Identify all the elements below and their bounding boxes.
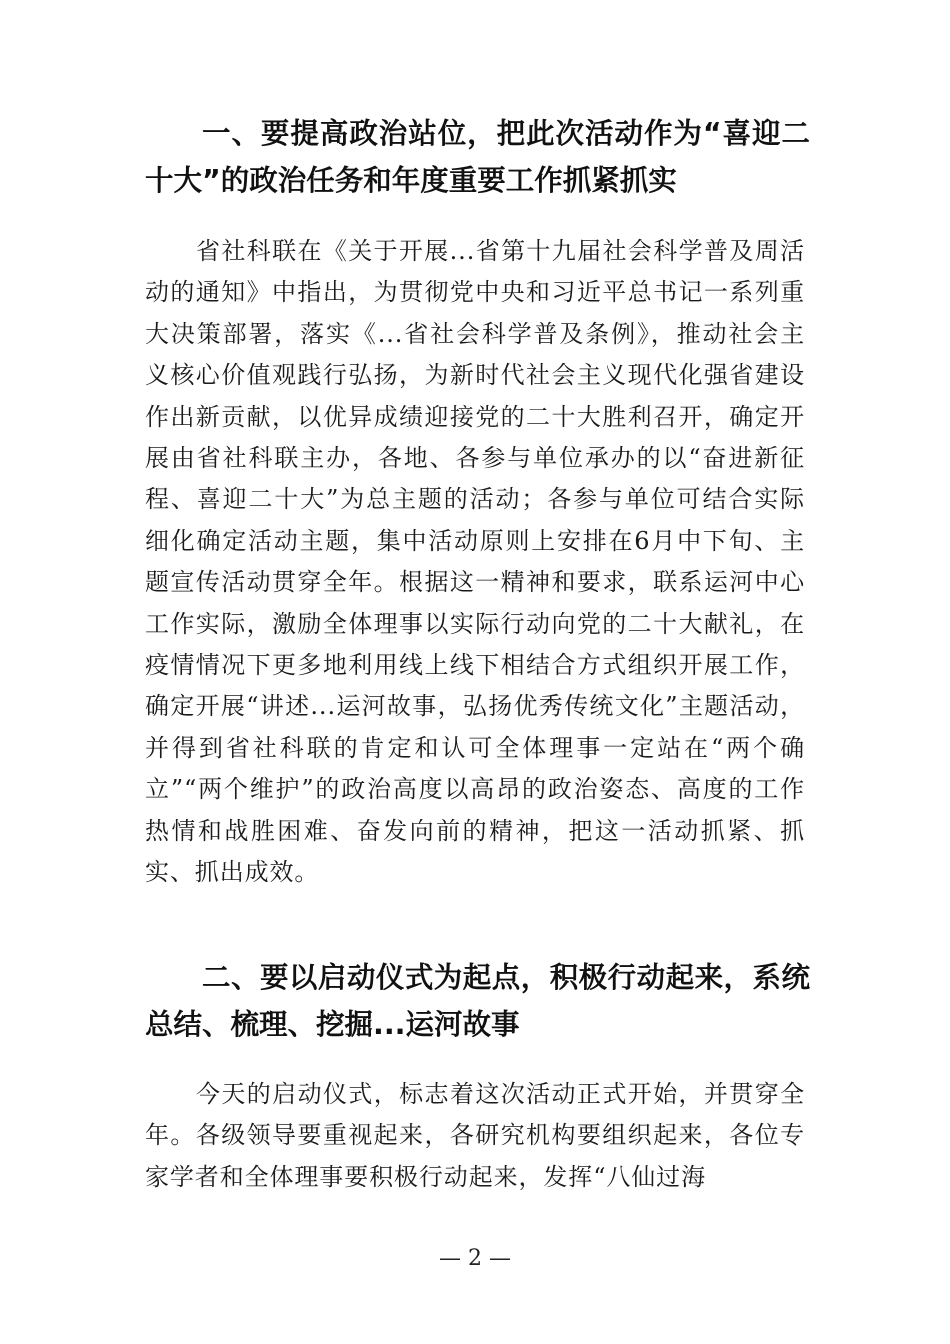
page-number: — 2 — bbox=[439, 1246, 511, 1271]
section-1-paragraph: 省社科联在《关于开展...省第十九届社会科学普及周活动的通知》中指出，为贯彻党中央和习近平总书记一系列重大决策部署，落实《...省社会科学普及条例》，推动社会主义核心价值观践行弘扬，为新时代社会主义现代化强省建设作出新贡献，以优异成绩迎接党的二十大胜利召开，确定开展由省社科联主办，各地、各参与单位承办的以“奋进新征程、喜迎二十大”为总主题的活动；各参与单位可结合实际细化确定活动主题，集中活动原则上安排在6月中下旬、主题宣传活动贯穿全年。根据这一精神和要求，联系运河中心工作实际，激励全体理事以实际行动向党的二十大献礼，在疫情情况下更多地利用线上线下相结合方式组织开展工作，确定开展“讲述...运河故事，弘扬优秀传统文化”主题活动，并得到省社科联的肯定和认可全体理事一定站在“两个确立”“两个维护”的政治高度以高昂的政治姿态、高度的工作热情和战胜困难、奋发向前的精神，把这一活动抓紧、抓实、抓出成效。 bbox=[145, 237, 805, 887]
section-2-paragraph: 今天的启动仪式，标志着这次活动正式开始，并贯穿全年。各级领导要重视起来，各研究机构要组织起来，各位专家学者和全体理事要积极行动起来，发挥“八仙过海 bbox=[145, 1080, 805, 1191]
section-1-heading: 一、要提高政治站位，把此次活动作为“喜迎二十大”的政治任务和年度重要工作抓紧抓实 bbox=[145, 117, 810, 197]
section-2-heading: 二、要以启动仪式为起点，积极行动起来，系统总结、梳理、挖掘...运河故事 bbox=[145, 961, 810, 1041]
